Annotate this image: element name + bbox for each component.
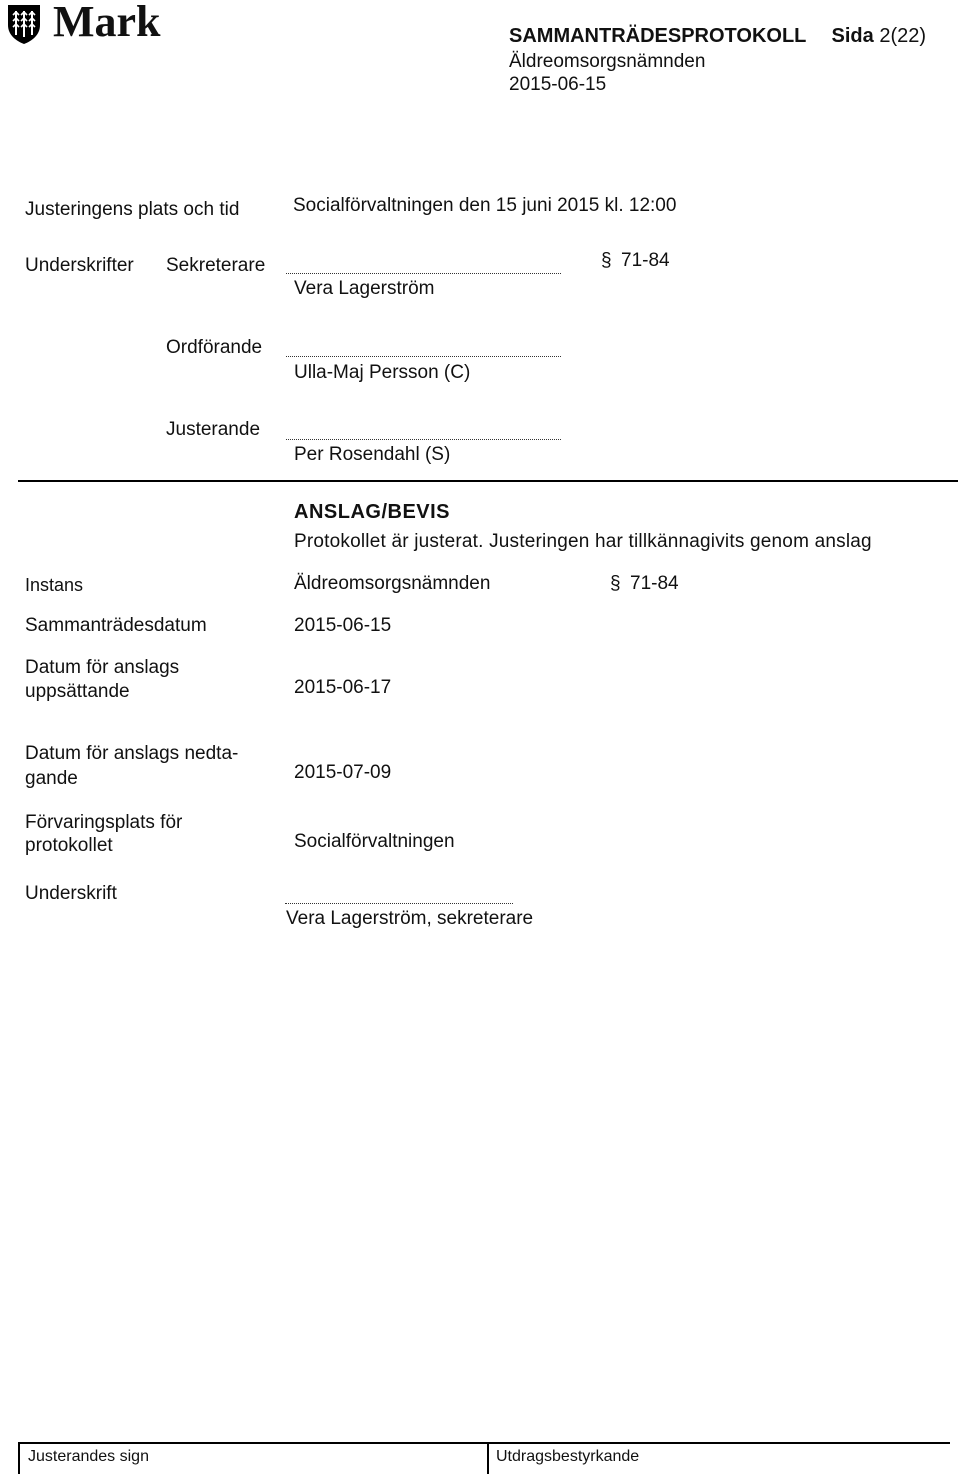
- notice-text: Protokollet är justerat. Justeringen har tillkännagivits genom anslag: [294, 531, 872, 552]
- secretary-signature-line: [286, 273, 561, 274]
- removal-date-value: 2015-07-09: [294, 762, 392, 783]
- footer-certification: Utdragsbestyrkande: [496, 1448, 640, 1465]
- adjuster-name: Per Rosendahl (S): [294, 444, 451, 465]
- chair-label: Ordförande: [166, 337, 263, 358]
- adjustment-label: Justeringens plats och tid: [25, 199, 240, 220]
- removal-date-label-line2: gande: [25, 768, 78, 789]
- page-word: Sida: [831, 25, 874, 47]
- secretary-name: Vera Lagerström: [294, 278, 435, 299]
- notice-paragraph-sign: §: [610, 573, 621, 594]
- adjuster-signature-line: [286, 439, 561, 440]
- page-number: 2(22): [879, 25, 927, 47]
- logo-text: Mark: [53, 0, 161, 46]
- document-type: SAMMANTRÄDESPROTOKOLL: [509, 25, 807, 47]
- posting-date-label-line1: Datum för anslags: [25, 657, 180, 678]
- posting-date-label-line2: uppsättande: [25, 681, 130, 702]
- signature-label: Underskrift: [25, 883, 117, 904]
- notice-signature-name: Vera Lagerström, sekreterare: [286, 908, 534, 929]
- storage-label-line1: Förvaringsplats för: [25, 812, 183, 833]
- notice-title: ANSLAG/BEVIS: [294, 501, 451, 523]
- paragraph-range: 71-84: [621, 250, 670, 271]
- header-date: 2015-06-15: [509, 74, 607, 95]
- notice-signature-line: [285, 903, 513, 904]
- page-heading: [509, 24, 926, 48]
- section-divider: [18, 480, 958, 482]
- secretary-label: Sekreterare: [166, 255, 266, 276]
- storage-label-line2: protokollet: [25, 835, 113, 856]
- footer-rule: [18, 1442, 950, 1444]
- footer-adjuster-sign: Justerandes sign: [28, 1448, 149, 1465]
- adjustment-value: Socialförvaltningen den 15 juni 2015 kl. 12:00: [293, 195, 677, 216]
- footer-middle-divider: [487, 1442, 489, 1474]
- storage-value: Socialförvaltningen: [294, 831, 455, 852]
- chair-signature-line: [286, 356, 561, 357]
- signatures-label: Underskrifter: [25, 255, 134, 276]
- removal-date-label-line1: Datum för anslags nedta-: [25, 743, 239, 764]
- adjuster-label: Justerande: [166, 419, 261, 440]
- instans-value: Äldreomsorgsnämnden: [294, 573, 491, 594]
- meeting-date-label: Sammanträdesdatum: [25, 615, 207, 636]
- footer-left-divider: [18, 1442, 20, 1474]
- instans-label: Instans: [25, 575, 84, 595]
- posting-date-value: 2015-06-17: [294, 677, 392, 698]
- notice-paragraph-range: 71-84: [630, 573, 679, 594]
- header-committee: Äldreomsorgsnämnden: [509, 51, 706, 72]
- paragraph-sign: §: [601, 250, 612, 271]
- municipality-logo-icon: [6, 3, 42, 45]
- chair-name: Ulla-Maj Persson (C): [294, 362, 471, 383]
- meeting-date-value: 2015-06-15: [294, 615, 392, 636]
